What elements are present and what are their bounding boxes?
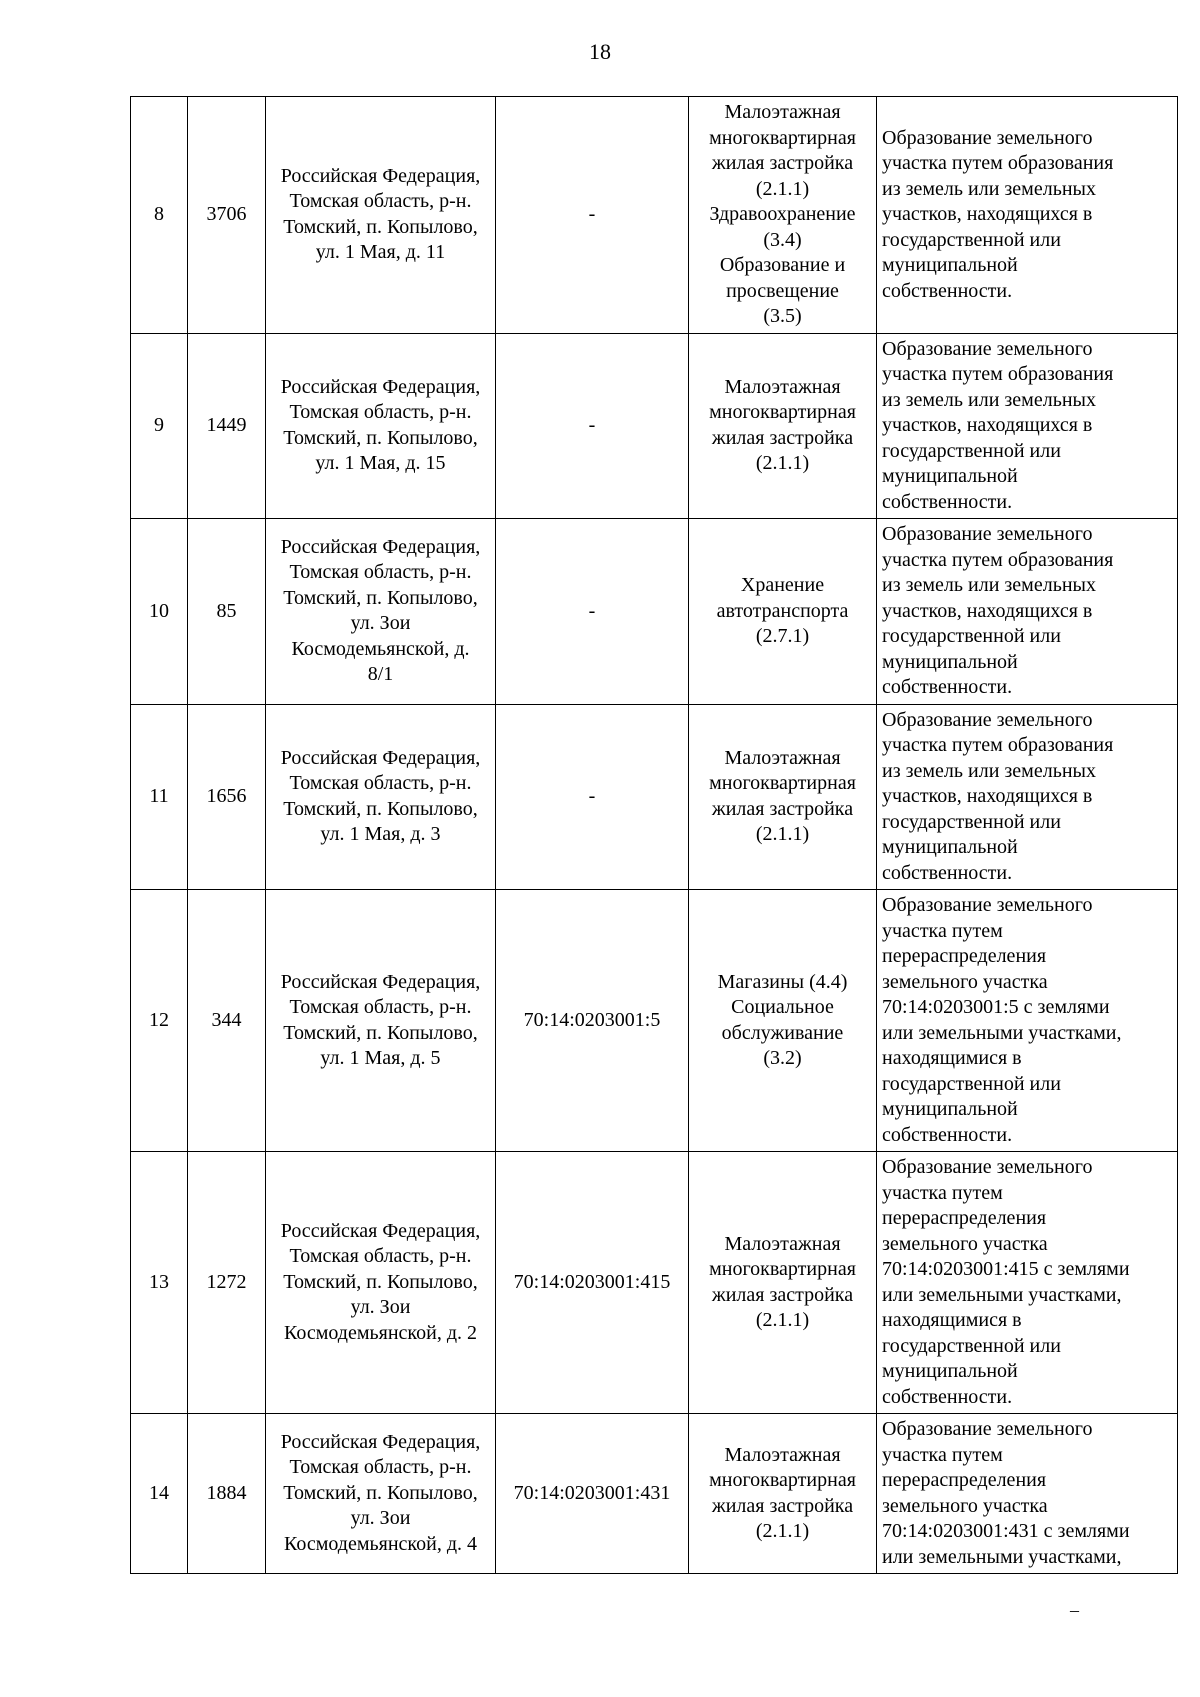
table-row: [131, 890, 1178, 1152]
address-cell-line: Томский, п. Копылово,: [283, 215, 478, 238]
formation-method-cell: [877, 333, 1178, 519]
formation-method-cell-line: муниципальной: [882, 650, 1018, 673]
formation-method-cell: [877, 97, 1178, 334]
cadastral-number-cell: -: [496, 97, 689, 334]
permitted-use-cell-line: многоквартирная: [709, 772, 856, 795]
address-cell-line: Томская область, р-н.: [289, 996, 472, 1018]
permitted-use-cell-line: (3.5): [763, 305, 802, 327]
cadastral-number-cell: 70:14:0203001:415: [496, 1152, 689, 1414]
formation-method-cell-line: участков, находящихся в: [882, 599, 1093, 622]
formation-method-cell-line: Образование земельного: [882, 708, 1093, 731]
formation-method-cell-line: из земель или земельных: [882, 574, 1096, 596]
address-cell-line: Томская область, р-н.: [289, 401, 472, 424]
address-cell-line: Российская Федерация,: [280, 970, 481, 993]
area-cell: 3706: [188, 97, 266, 334]
formation-method-cell-line: муниципальной: [882, 1098, 1018, 1120]
formation-method-cell-line: собственности.: [882, 490, 1013, 513]
formation-method-cell-line: находящимися в: [882, 1047, 1022, 1069]
permitted-use-cell-line: (2.1.1): [755, 1309, 810, 1331]
formation-method-cell-line: участка путем образования: [882, 152, 1114, 174]
address-cell-line: ул. 1 Мая, д. 3: [320, 823, 441, 846]
row-number-cell: 9: [131, 333, 188, 519]
table-row: [131, 519, 1178, 705]
formation-method-cell-line: государственной или: [882, 1072, 1061, 1095]
formation-method-cell-line: участков, находящихся в: [882, 785, 1093, 807]
permitted-use-cell-line: обслуживание: [721, 1021, 844, 1044]
formation-method-cell-line: муниципальной: [882, 836, 1018, 858]
formation-method-cell-line: собственности.: [882, 279, 1013, 302]
row-number-cell: 13: [131, 1152, 188, 1414]
permitted-use-cell-line: просвещение: [726, 279, 839, 302]
page-number: 18: [589, 39, 611, 64]
cadastral-number-cell: -: [496, 333, 689, 519]
formation-method-cell-line: собственности.: [882, 1123, 1013, 1146]
address-cell: [266, 704, 496, 890]
address-cell: [266, 97, 496, 334]
formation-method-cell-line: государственной или: [882, 439, 1061, 462]
address-cell: [266, 1414, 496, 1574]
address-cell-line: Космодемьянской, д. 2: [284, 1321, 477, 1344]
area-cell: 85: [188, 519, 266, 705]
formation-method-cell-line: собственности.: [882, 676, 1013, 698]
address-cell-line: ул. 1 Мая, д. 15: [315, 452, 446, 475]
address-cell-line: Российская Федерация,: [280, 375, 481, 398]
formation-method-cell-line: 70:14:0203001:431 с землями: [882, 1520, 1130, 1542]
address-cell-line: Томский, п. Копылово,: [283, 797, 478, 820]
address-cell-line: Российская Федерация,: [280, 1219, 481, 1242]
permitted-use-cell-line: Хранение: [740, 574, 825, 596]
permitted-use-cell: [689, 333, 877, 519]
formation-method-cell-line: собственности.: [882, 861, 1013, 884]
address-cell-line: Томский, п. Копылово,: [283, 1481, 478, 1504]
address-cell-line: Томская область, р-н.: [289, 1456, 472, 1479]
row-number-cell: 11: [131, 704, 188, 890]
area-cell: 344: [188, 890, 266, 1152]
formation-method-cell-line: муниципальной: [882, 465, 1018, 487]
address-cell-line: ул. Зои: [350, 1296, 411, 1319]
formation-method-cell-line: Образование земельного: [882, 337, 1093, 360]
address-cell-line: Российская Федерация,: [280, 1430, 481, 1453]
permitted-use-cell-line: Социальное: [731, 996, 834, 1018]
table-row: [131, 97, 1178, 334]
permitted-use-cell-line: (2.7.1): [755, 625, 810, 647]
permitted-use-cell-line: Малоэтажная: [724, 1232, 841, 1255]
formation-method-cell-line: или земельными участками,: [882, 1021, 1122, 1044]
row-number-cell: 14: [131, 1414, 188, 1574]
formation-method-cell-line: 70:14:0203001:5 с землями: [882, 996, 1110, 1018]
permitted-use-cell-line: (2.1.1): [755, 1520, 810, 1542]
formation-method-cell-line: государственной или: [882, 625, 1061, 647]
address-cell-line: ул. 1 Мая, д. 5: [320, 1047, 441, 1069]
permitted-use-cell-line: Магазины (4.4): [717, 970, 848, 993]
formation-method-cell-line: из земель или земельных: [882, 759, 1096, 782]
address-cell-line: Томский, п. Копылово,: [283, 586, 478, 609]
permitted-use-cell-line: Малоэтажная: [724, 746, 841, 769]
formation-method-cell-line: участка путем: [882, 919, 1003, 942]
table-row: [131, 1152, 1178, 1414]
permitted-use-cell-line: многоквартирная: [709, 1258, 856, 1280]
address-cell-line: Томская область, р-н.: [289, 561, 472, 584]
permitted-use-cell-line: жилая застройка: [711, 797, 854, 820]
permitted-use-cell-line: жилая застройка: [711, 152, 854, 174]
formation-method-cell-line: Образование земельного: [882, 1418, 1093, 1440]
permitted-use-cell-line: многоквартирная: [709, 1469, 856, 1491]
formation-method-cell-line: или земельными участками,: [882, 1283, 1122, 1306]
land-plots-table: [130, 96, 1178, 1574]
address-cell-line: Томская область, р-н.: [289, 1245, 472, 1268]
formation-method-cell-line: Образование земельного: [882, 894, 1093, 916]
permitted-use-cell-line: жилая застройка: [711, 1283, 854, 1306]
permitted-use-cell-line: (2.1.1): [755, 452, 810, 475]
permitted-use-cell-line: многоквартирная: [709, 126, 856, 149]
area-cell: 1272: [188, 1152, 266, 1414]
formation-method-cell-line: 70:14:0203001:415 с землями: [882, 1258, 1130, 1280]
table-row: [131, 333, 1178, 519]
permitted-use-cell-line: Малоэтажная: [724, 101, 841, 123]
permitted-use-cell-line: жилая застройка: [711, 1494, 854, 1517]
address-cell: [266, 333, 496, 519]
address-cell-line: Томский, п. Копылово,: [283, 1270, 478, 1293]
table-row: [131, 704, 1178, 890]
formation-method-cell-line: участка путем образования: [882, 548, 1114, 571]
permitted-use-cell-line: (3.2): [763, 1047, 802, 1069]
table-body: [131, 97, 1178, 1574]
footer-dash: –: [1070, 1600, 1079, 1620]
formation-method-cell-line: участка путем: [882, 1443, 1003, 1466]
address-cell-line: Российская Федерация,: [280, 535, 481, 558]
table-row: [131, 1414, 1178, 1574]
formation-method-cell-line: из земель или земельных: [882, 177, 1096, 200]
row-number-cell: 10: [131, 519, 188, 705]
address-cell-line: ул. Зои: [350, 612, 411, 635]
address-cell: [266, 1152, 496, 1414]
permitted-use-cell: [689, 519, 877, 705]
formation-method-cell-line: государственной или: [882, 1334, 1061, 1357]
address-cell-line: Российская Федерация,: [280, 746, 481, 769]
formation-method-cell-line: земельного участка: [882, 970, 1048, 993]
area-cell: 1656: [188, 704, 266, 890]
formation-method-cell-line: муниципальной: [882, 1360, 1018, 1382]
formation-method-cell-line: государственной или: [882, 228, 1061, 251]
formation-method-cell-line: участков, находящихся в: [882, 203, 1093, 225]
formation-method-cell-line: участка путем: [882, 1181, 1003, 1204]
permitted-use-cell: [689, 1414, 877, 1574]
formation-method-cell-line: находящимися в: [882, 1309, 1022, 1331]
permitted-use-cell: [689, 97, 877, 334]
permitted-use-cell: [689, 890, 877, 1152]
formation-method-cell: [877, 1152, 1178, 1414]
formation-method-cell-line: государственной или: [882, 810, 1061, 833]
formation-method-cell-line: муниципальной: [882, 254, 1018, 276]
permitted-use-cell-line: (2.1.1): [755, 823, 810, 846]
formation-method-cell-line: Образование земельного: [882, 1156, 1093, 1178]
permitted-use-cell-line: многоквартирная: [709, 401, 856, 424]
address-cell-line: 8/1: [367, 663, 394, 686]
address-cell-line: ул. Зои: [350, 1507, 411, 1530]
address-cell-line: ул. 1 Мая, д. 11: [315, 241, 446, 264]
formation-method-cell-line: земельного участка: [882, 1232, 1048, 1255]
formation-method-cell-line: участков, находящихся в: [882, 414, 1093, 436]
formation-method-cell-line: или земельными участками,: [882, 1545, 1122, 1568]
permitted-use-cell-line: жилая застройка: [711, 426, 854, 449]
formation-method-cell-line: участка путем образования: [882, 734, 1114, 756]
permitted-use-cell-line: Малоэтажная: [724, 1443, 841, 1466]
permitted-use-cell-line: автотранспорта: [716, 599, 849, 622]
address-cell-line: Российская Федерация,: [280, 164, 481, 187]
address-cell-line: Томский, п. Копылово,: [283, 426, 478, 449]
address-cell-line: Томская область, р-н.: [289, 772, 472, 795]
formation-method-cell-line: из земель или земельных: [882, 388, 1096, 411]
permitted-use-cell-line: (2.1.1): [755, 177, 810, 200]
formation-method-cell-line: собственности.: [882, 1385, 1013, 1408]
cadastral-number-cell: 70:14:0203001:5: [496, 890, 689, 1152]
formation-method-cell-line: участка путем образования: [882, 363, 1114, 385]
formation-method-cell: [877, 519, 1178, 705]
permitted-use-cell-line: Образование и: [719, 254, 846, 276]
cadastral-number-cell: -: [496, 704, 689, 890]
address-cell-line: Томская область, р-н.: [289, 190, 472, 213]
formation-method-cell: [877, 1414, 1178, 1574]
formation-method-cell: [877, 704, 1178, 890]
formation-method-cell-line: перераспределения: [882, 945, 1047, 967]
row-number-cell: 8: [131, 97, 188, 334]
cadastral-number-cell: -: [496, 519, 689, 705]
permitted-use-cell: [689, 1152, 877, 1414]
permitted-use-cell: [689, 704, 877, 890]
address-cell-line: Томский, п. Копылово,: [283, 1021, 478, 1044]
formation-method-cell-line: перераспределения: [882, 1469, 1047, 1491]
formation-method-cell: [877, 890, 1178, 1152]
permitted-use-cell-line: Малоэтажная: [724, 375, 841, 398]
formation-method-cell-line: Образование земельного: [882, 126, 1093, 149]
row-number-cell: 12: [131, 890, 188, 1152]
address-cell-line: Космодемьянской, д.: [291, 637, 470, 660]
address-cell: [266, 519, 496, 705]
address-cell: [266, 890, 496, 1152]
area-cell: 1884: [188, 1414, 266, 1574]
formation-method-cell-line: перераспределения: [882, 1207, 1047, 1229]
formation-method-cell-line: земельного участка: [882, 1494, 1048, 1517]
area-cell: 1449: [188, 333, 266, 519]
permitted-use-cell-line: Здравоохранение: [709, 203, 856, 225]
cadastral-number-cell: 70:14:0203001:431: [496, 1414, 689, 1574]
address-cell-line: Космодемьянской, д. 4: [284, 1532, 477, 1555]
formation-method-cell-line: Образование земельного: [882, 523, 1093, 545]
permitted-use-cell-line: (3.4): [763, 228, 802, 251]
